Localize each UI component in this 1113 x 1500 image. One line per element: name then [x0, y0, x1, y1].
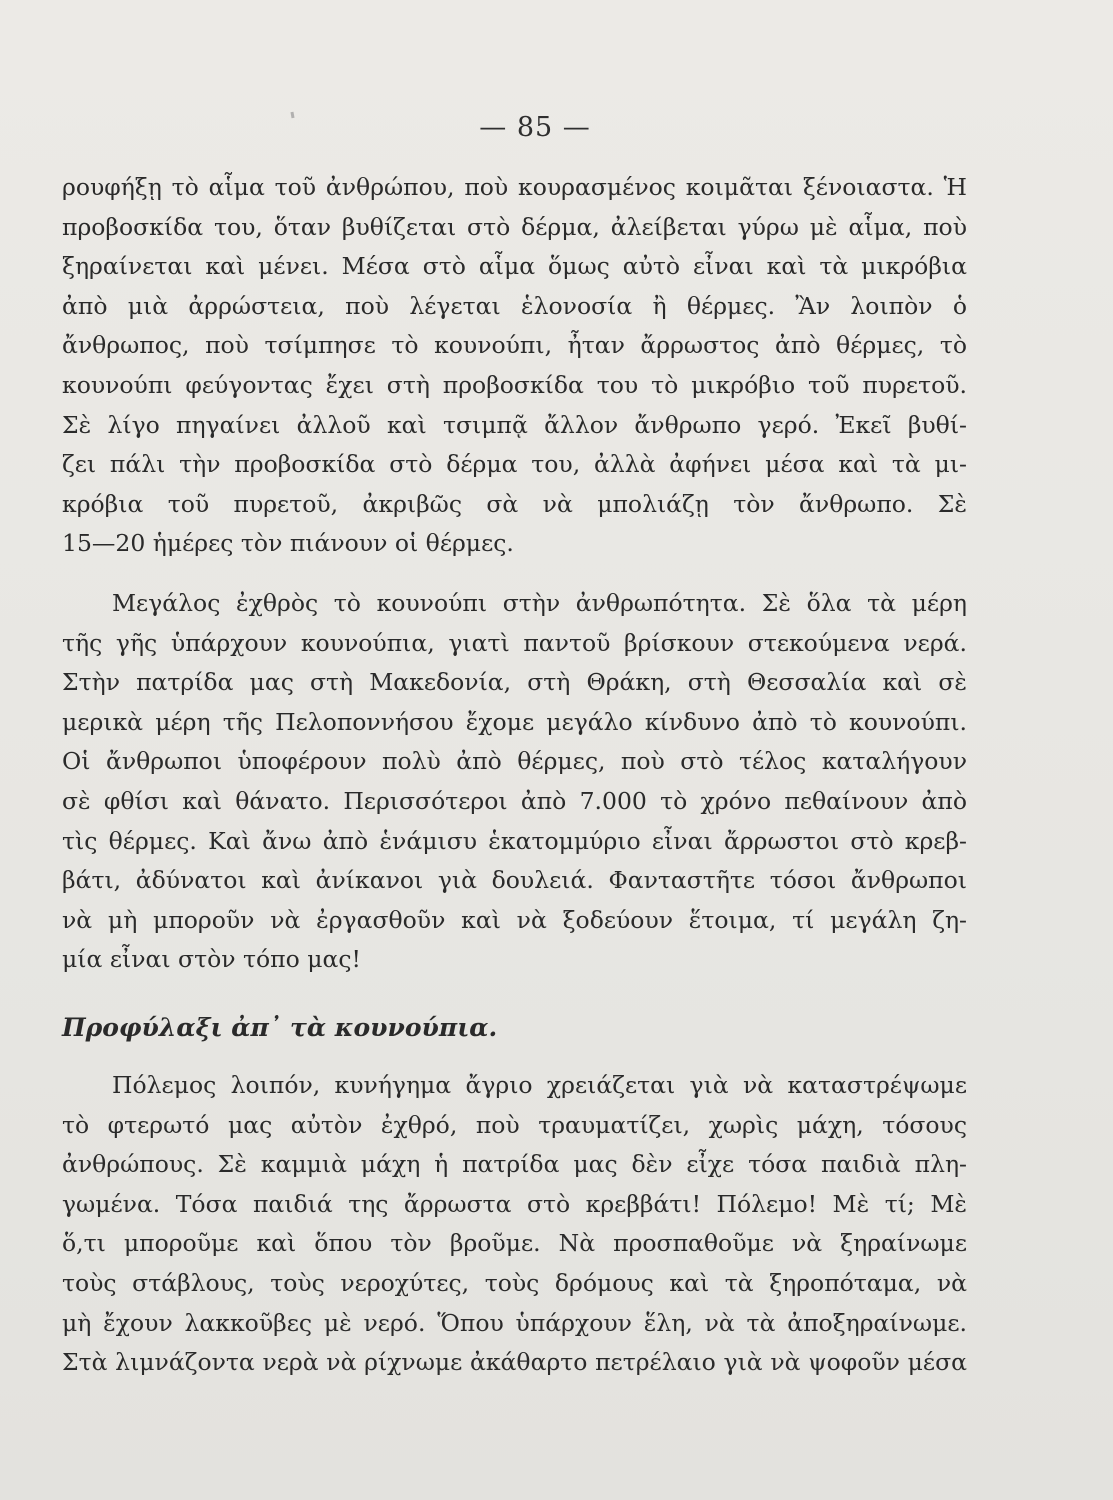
text-line: τὸ φτερωτό μας αὐτὸν ἐχθρό, ποὺ τραυματίζει, χωρὶς μάχη, τόσους — [62, 1110, 967, 1139]
text-line: ἄνθρωπος, ποὺ τσίμπησε τὸ κουνούπι, ἦταν ἄρρωστος ἀπὸ θέρμες, τὸ — [62, 331, 967, 360]
text-line: ὅ,τι μποροῦμε καὶ ὅπου τὸν βροῦμε. Νὰ προσπαθοῦμε νὰ ξηραίνωμε — [62, 1229, 967, 1258]
text-line: Οἱ ἄνθρωποι ὑποφέρουν πολὺ ἀπὸ θέρμες, ποὺ στὸ τέλος καταλήγουν — [62, 747, 967, 776]
text-line: ἀνθρώπους. Σὲ καμμιὰ μάχη ἡ πατρίδα μας δὲν εἶχε τόσα παιδιὰ πλη- — [62, 1150, 967, 1179]
text-line: προβοσκίδα του, ὅταν βυθίζεται στὸ δέρμα, ἀλείβεται γύρω μὲ αἷμα, ποὺ — [62, 212, 967, 241]
text-line: Στὴν πατρίδα μας στὴ Μακεδονία, στὴ Θράκη, στὴ Θεσσαλία καὶ σὲ — [62, 668, 967, 697]
text-line: γωμένα. Τόσα παιδιά της ἄρρωστα στὸ κρεββάτι! Πόλεμο! Μὲ τί; Μὲ — [62, 1189, 967, 1218]
text-line: τοὺς στάβλους, τοὺς νεροχύτες, τοὺς δρόμους καὶ τὰ ξηροπόταμα, νὰ — [62, 1268, 967, 1297]
text-line: ξηραίνεται καὶ μένει. Μέσα στὸ αἷμα ὅμως αὐτὸ εἶναι καὶ τὰ μικρόβια — [62, 252, 967, 281]
text-line: Μεγάλος ἐχθρὸς τὸ κουνούπι στὴν ἀνθρωπότητα. Σὲ ὅλα τὰ μέρη — [112, 589, 967, 617]
text-line: μία εἶναι στὸν τόπο μας! — [62, 945, 361, 974]
paragraph-mosquito-bite — [62, 168, 967, 564]
page-number: — 85 — — [479, 112, 591, 143]
text-line: ζει πάλι τὴν προβοσκίδα στὸ δέρμα του, ἀλλὰ ἀφήνει μέσα καὶ τὰ μι- — [62, 450, 967, 479]
text-line: τῆς γῆς ὑπάρχουν κουνούπια, γιατὶ παντοῦ βρίσκουν στεκούμενα νερά. — [62, 628, 967, 657]
text-line: μὴ ἔχουν λακκοῦβες μὲ νερό. Ὅπου ὑπάρχουν ἕλη, νὰ τὰ ἀποξηραίνωμε. — [62, 1308, 967, 1337]
text-line: βάτι, ἀδύνατοι καὶ ἀνίκανοι γιὰ δουλειά. Φανταστῆτε τόσοι ἄνθρωποι — [62, 866, 967, 895]
text-line: κουνούπι φεύγοντας ἔχει στὴ προβοσκίδα του τὸ μικρόβιο τοῦ πυρετοῦ. — [62, 370, 967, 399]
text-line: 15—20 ἡμέρες τὸν πιάνουν οἱ θέρμες. — [62, 529, 514, 558]
section-heading: Προφύλαξι ἀπ᾽ τὰ κουνούπια. — [62, 1013, 498, 1042]
text-line: μερικὰ μέρη τῆς Πελοποννήσου ἔχομε μεγάλο κίνδυνο ἀπὸ τὸ κουνούπι. — [62, 707, 967, 736]
text-line: ἀπὸ μιὰ ἀρρώστεια, ποὺ λέγεται ἑλονοσία ἢ θέρμες. Ἂν λοιπὸν ὁ — [62, 291, 967, 320]
paragraph-war-on-mosquitoes — [62, 1066, 967, 1383]
text-line: Πόλεμος λοιπόν, κυνήγημα ἄγριο χρειάζεται γιὰ νὰ καταστρέψωμε — [112, 1071, 967, 1099]
text-line: Σὲ λίγο πηγαίνει ἀλλοῦ καὶ τσιμπᾷ ἄλλον ἄνθρωπο γερό. Ἐκεῖ βυθί- — [62, 410, 967, 439]
text-line: τὶς θέρμες. Καὶ ἄνω ἀπὸ ἑνάμισυ ἑκατομμύριο εἶναι ἄρρωστοι στὸ κρεβ- — [62, 826, 967, 855]
text-line: κρόβια τοῦ πυρετοῦ, ἀκριβῶς σὰ νὰ μπολιάζῃ τὸν ἄνθρωπο. Σὲ — [62, 489, 967, 518]
text-line: νὰ μὴ μποροῦν νὰ ἐργασθοῦν καὶ νὰ ξοδεύουν ἕτοιμα, τί μεγάλη ζη- — [62, 905, 967, 934]
paragraph-great-enemy — [62, 584, 967, 980]
text-line: ρουφήξῃ τὸ αἷμα τοῦ ἀνθρώπου, ποὺ κουρασμένος κοιμᾶται ξένοιαστα. Ἡ — [62, 173, 967, 201]
text-line: Στὰ λιμνάζοντα νερὰ νὰ ρίχνωμε ἀκάθαρτο πετρέλαιο γιὰ νὰ ψοφοῦν μέσα — [62, 1348, 967, 1377]
text-line: σὲ φθίσι καὶ θάνατο. Περισσότεροι ἀπὸ 7.000 τὸ χρόνο πεθαίνουν ἀπὸ — [62, 786, 967, 815]
